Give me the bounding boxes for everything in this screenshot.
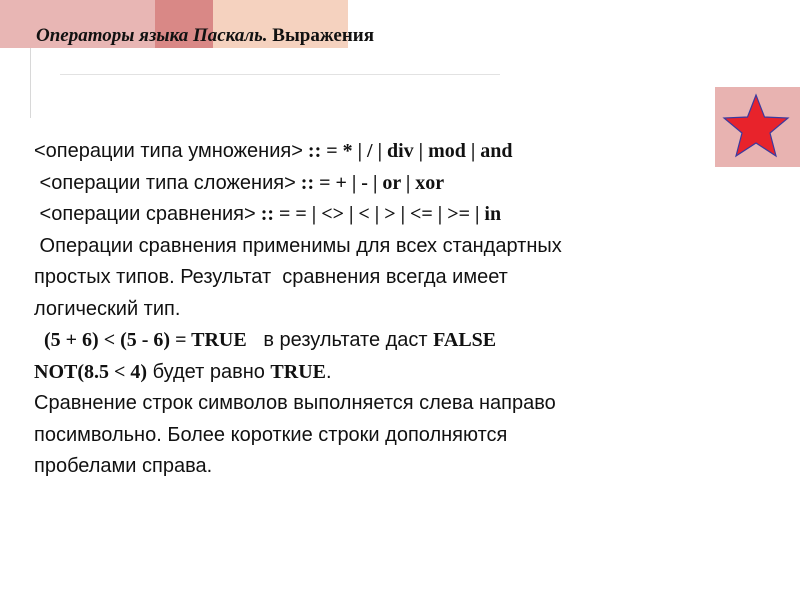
grammar-line-comparison xyxy=(34,199,684,231)
text-line: Операции сравнения применимы для всех стандартных xyxy=(34,234,562,257)
grammar-rule: :: = * | / | div | mod | and xyxy=(302,140,513,162)
text-line: логический тип. xyxy=(34,297,181,320)
grammar-nonterminal: <операции сравнения> xyxy=(34,203,256,225)
decor-vertical-line xyxy=(30,48,31,118)
grammar-rule: :: = + | - | or | xor xyxy=(295,171,445,194)
example-line-1 xyxy=(34,325,684,357)
example-result: FALSE xyxy=(433,329,497,351)
text-line: простых типов. Результат сравнения всегда имеет xyxy=(34,266,508,288)
example-expression: NOT(8.5 < 4) xyxy=(34,360,148,383)
example-expression: (5 + 6) < (5 - 6) = TRUE xyxy=(34,329,247,351)
grammar-nonterminal: <операции типа умножения> xyxy=(34,140,303,162)
example-result: TRUE xyxy=(270,360,326,383)
text-line: посимвольно. Более короткие строки дополняются xyxy=(34,423,508,446)
decor-horizontal-line xyxy=(60,74,500,75)
red-star-icon xyxy=(715,87,800,167)
text-line: пробелами справа. xyxy=(34,455,213,477)
example-text: будет равно xyxy=(147,360,271,383)
slide-content xyxy=(34,136,684,483)
example-line-2 xyxy=(34,357,684,389)
example-text: в результате даст xyxy=(246,329,434,351)
example-period: . xyxy=(326,360,332,383)
grammar-nonterminal: <операции типа сложения> xyxy=(34,171,296,194)
text-line: Сравнение строк символов выполняется слева направо xyxy=(34,392,556,414)
page-title xyxy=(36,25,374,47)
title-rest: Выражения xyxy=(267,25,374,46)
star-box xyxy=(715,87,800,167)
grammar-line-multiplication xyxy=(34,136,684,168)
grammar-rule: :: = = | <> | < | > | <= | >= | in xyxy=(255,203,502,225)
grammar-line-addition xyxy=(34,168,684,200)
title-italic: Операторы языка Паскаль. xyxy=(36,25,268,46)
